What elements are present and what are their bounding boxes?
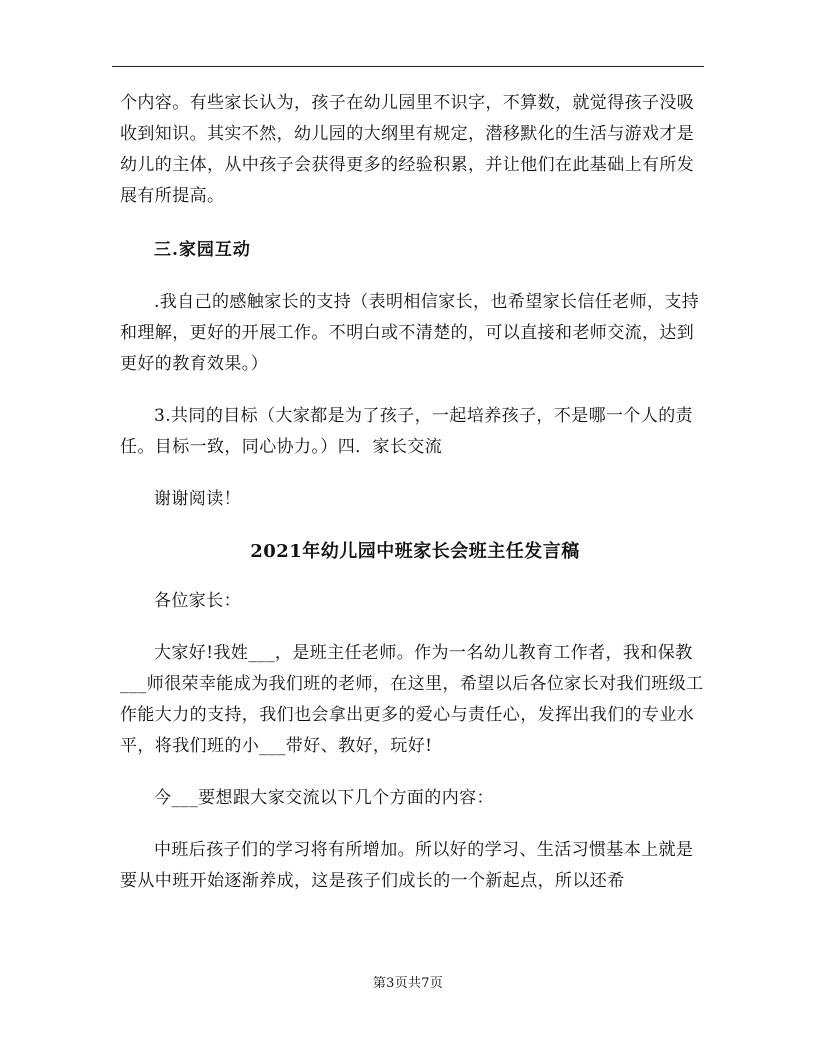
salutation: 各位家长：: [154, 591, 241, 611]
paragraph-topics: 今___要想跟大家交流以下几个方面的内容：: [154, 788, 494, 808]
section-heading-home-school: 三.家园互动: [154, 240, 251, 260]
document-title: 2021年幼儿园中班家长会班主任发言稿: [250, 541, 580, 562]
paragraph-parent-support: .我自己的感触家长的支持（表明相信家长，也希望家长信任老师，支持和理解，更好的开展工作。不明白或不清楚的，可以直接和老师交流，达到更好的教育效果。）: [120, 292, 700, 374]
document-body: [120, 88, 710, 897]
paragraph-thanks: 谢谢阅读！: [154, 489, 241, 509]
paragraph-common-goal: 3.共同的目标（大家都是为了孩子，一起培养孩子，不是哪一个人的责任。目标一致，同心协力。）四．家长交流: [120, 406, 694, 457]
header-rule: [112, 66, 704, 67]
paragraph-continuation: 个内容。有些家长认为，孩子在幼儿园里不识字，不算数，就觉得孩子没吸收到知识。其实不然，幼儿园的大纲里有规定，潜移默化的生活与游戏才是幼儿的主体，从中孩子会获得更多的经验积累，并让他们在此基础上有所发展有所提高。: [120, 93, 695, 206]
paragraph-introduction: 大家好!我姓___，是班主任老师。作为一名幼儿教育工作者，我和保教___师很荣幸能成为我们班的老师，在这里，希望以后各位家长对我们班级工作能大力的支持，我们也会拿出更多的爱心与责任心，发挥出我们的专业水平，将我们班的小___带好、教好，玩好!: [120, 643, 704, 756]
page-footer: 第3页共7页: [372, 976, 444, 991]
paragraph-habits: 中班后孩子们的学习将有所增加。所以好的学习、生活习惯基本上就是要从中班开始逐渐养成，这是孩子们成长的一个新起点，所以还希: [120, 840, 694, 891]
